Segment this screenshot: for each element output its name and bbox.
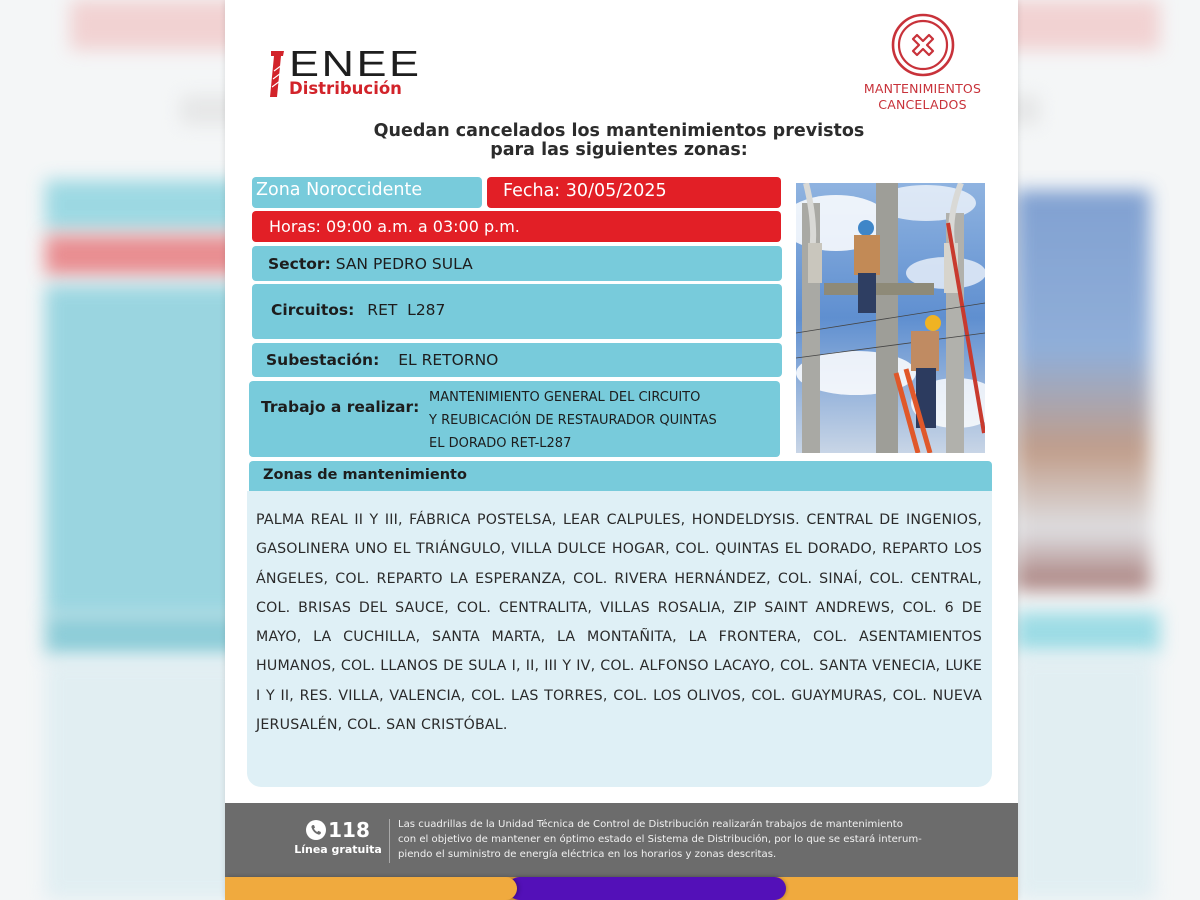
hours-value: 09:00 a.m. a 03:00 p.m. <box>326 217 520 236</box>
circuits-label: Circuitos: <box>271 301 355 319</box>
page-title <box>315 122 923 160</box>
footer <box>225 803 1018 877</box>
headline-line-2: para las siguientes zonas: <box>490 140 748 160</box>
zones-section-header: Zonas de mantenimiento <box>249 461 992 491</box>
circuits-field <box>252 284 782 339</box>
footer-line: piendo el suministro de energía eléctrica en los horarios y zonas descritas. <box>398 849 777 860</box>
substation-value: EL RETORNO <box>398 351 499 369</box>
logo-wordmark: ENEE <box>289 43 422 84</box>
hotline-label: Línea gratuita <box>294 843 382 856</box>
blurred-shape <box>45 660 245 900</box>
blurred-shape <box>45 235 245 275</box>
date-value: 30/05/2025 <box>565 181 667 201</box>
hotline-number: 118 <box>328 818 370 842</box>
hours-field <box>252 211 781 242</box>
blurred-shape <box>45 285 245 615</box>
tower-logo-icon <box>269 51 285 97</box>
date-field <box>487 177 781 208</box>
linemen-illustration <box>796 183 985 453</box>
phone-icon <box>306 820 326 840</box>
footer-divider <box>389 819 390 863</box>
work-description <box>429 386 774 455</box>
blurred-shape <box>1015 612 1160 652</box>
substation-label: Subestación: <box>266 351 380 369</box>
linemen-photo <box>796 183 985 453</box>
logo-subtitle: Distribución <box>289 79 402 98</box>
zones-section-body <box>247 491 992 787</box>
circle-x-icon <box>890 12 956 78</box>
work-field <box>249 381 780 457</box>
footer-disclaimer <box>398 817 958 862</box>
substation-field <box>252 343 782 377</box>
bottom-bar-orange-cap <box>225 877 517 900</box>
blurred-shape <box>1015 655 1155 900</box>
hotline[interactable] <box>293 818 383 857</box>
badge-line-2: CANCELADOS <box>878 97 967 112</box>
bottom-bar-purple <box>508 877 786 900</box>
footer-line: Las cuadrillas de la Unidad Técnica de Control de Distribución realizarán trabajos de mantenimiento <box>398 819 903 830</box>
sector-label: Sector: <box>268 255 331 273</box>
work-line: MANTENIMIENTO GENERAL DEL CIRCUITO <box>429 390 701 405</box>
work-line: EL DORADO RET-L287 <box>429 436 572 451</box>
circuits-value: RET L287 <box>367 301 446 319</box>
date-label: Fecha: <box>503 181 561 201</box>
work-line: Y REUBICACIÓN DE RESTAURADOR QUINTAS <box>429 413 717 428</box>
blurred-photo <box>1015 190 1150 590</box>
hours-label: Horas: <box>269 217 321 236</box>
enee-logo <box>269 43 429 102</box>
work-label: Trabajo a realizar: <box>261 398 420 416</box>
cancelled-badge <box>850 12 995 112</box>
blurred-shape <box>45 615 245 655</box>
sector-value: SAN PEDRO SULA <box>335 255 473 273</box>
footer-line: con el objetivo de mantener en óptimo estado el Sistema de Distribución, por lo que se estará interum- <box>398 834 922 845</box>
zones-list-text: PALMA REAL II Y III, FÁBRICA POSTELSA, LEAR CALPULES, HONDELDYSIS. CENTRAL DE INGENIOS, GASOLINERA UNO EL TRIÁNGULO, VILLA DULCE HOGAR, COL. QUINTAS EL DORADO, REPARTO LOS ÁNGELES, COL. REPARTO LA ESPERANZA, COL. RIVERA HERNÁNDEZ, COL. SINAÍ, COL. CENTRAL, COL. BRISAS DEL SAUCE, COL. CENTRALITA, VILLAS ROSALIA, ZIP SAINT ANDREWS, COL. 6 DE MAYO, LA CUCHILLA, SANTA MARTA, LA MONTAÑITA, LA FRONTERA, COL. ASENTAMIENTOS HUMANOS, COL. LLANOS DE SULA I, II, III Y IV, COL. ALFONSO LACAYO, COL. SANTA VENECIA, LUKE I Y II, RES. VILLA, VALENCIA, COL. LAS TORRES, COL. LOS OLIVOS, COL. GUAYMURAS, COL. NUEVA JERUSALÉN, COL. SAN CRISTÓBAL. <box>256 512 982 734</box>
sector-field <box>252 246 782 281</box>
maintenance-flyer <box>225 0 1018 900</box>
blurred-shape <box>45 180 245 230</box>
badge-line-1: MANTENIMIENTOS <box>863 81 982 96</box>
zone-label: Zona Noroccidente <box>252 177 482 208</box>
headline-line-1: Quedan cancelados los mantenimientos previstos <box>373 121 865 141</box>
